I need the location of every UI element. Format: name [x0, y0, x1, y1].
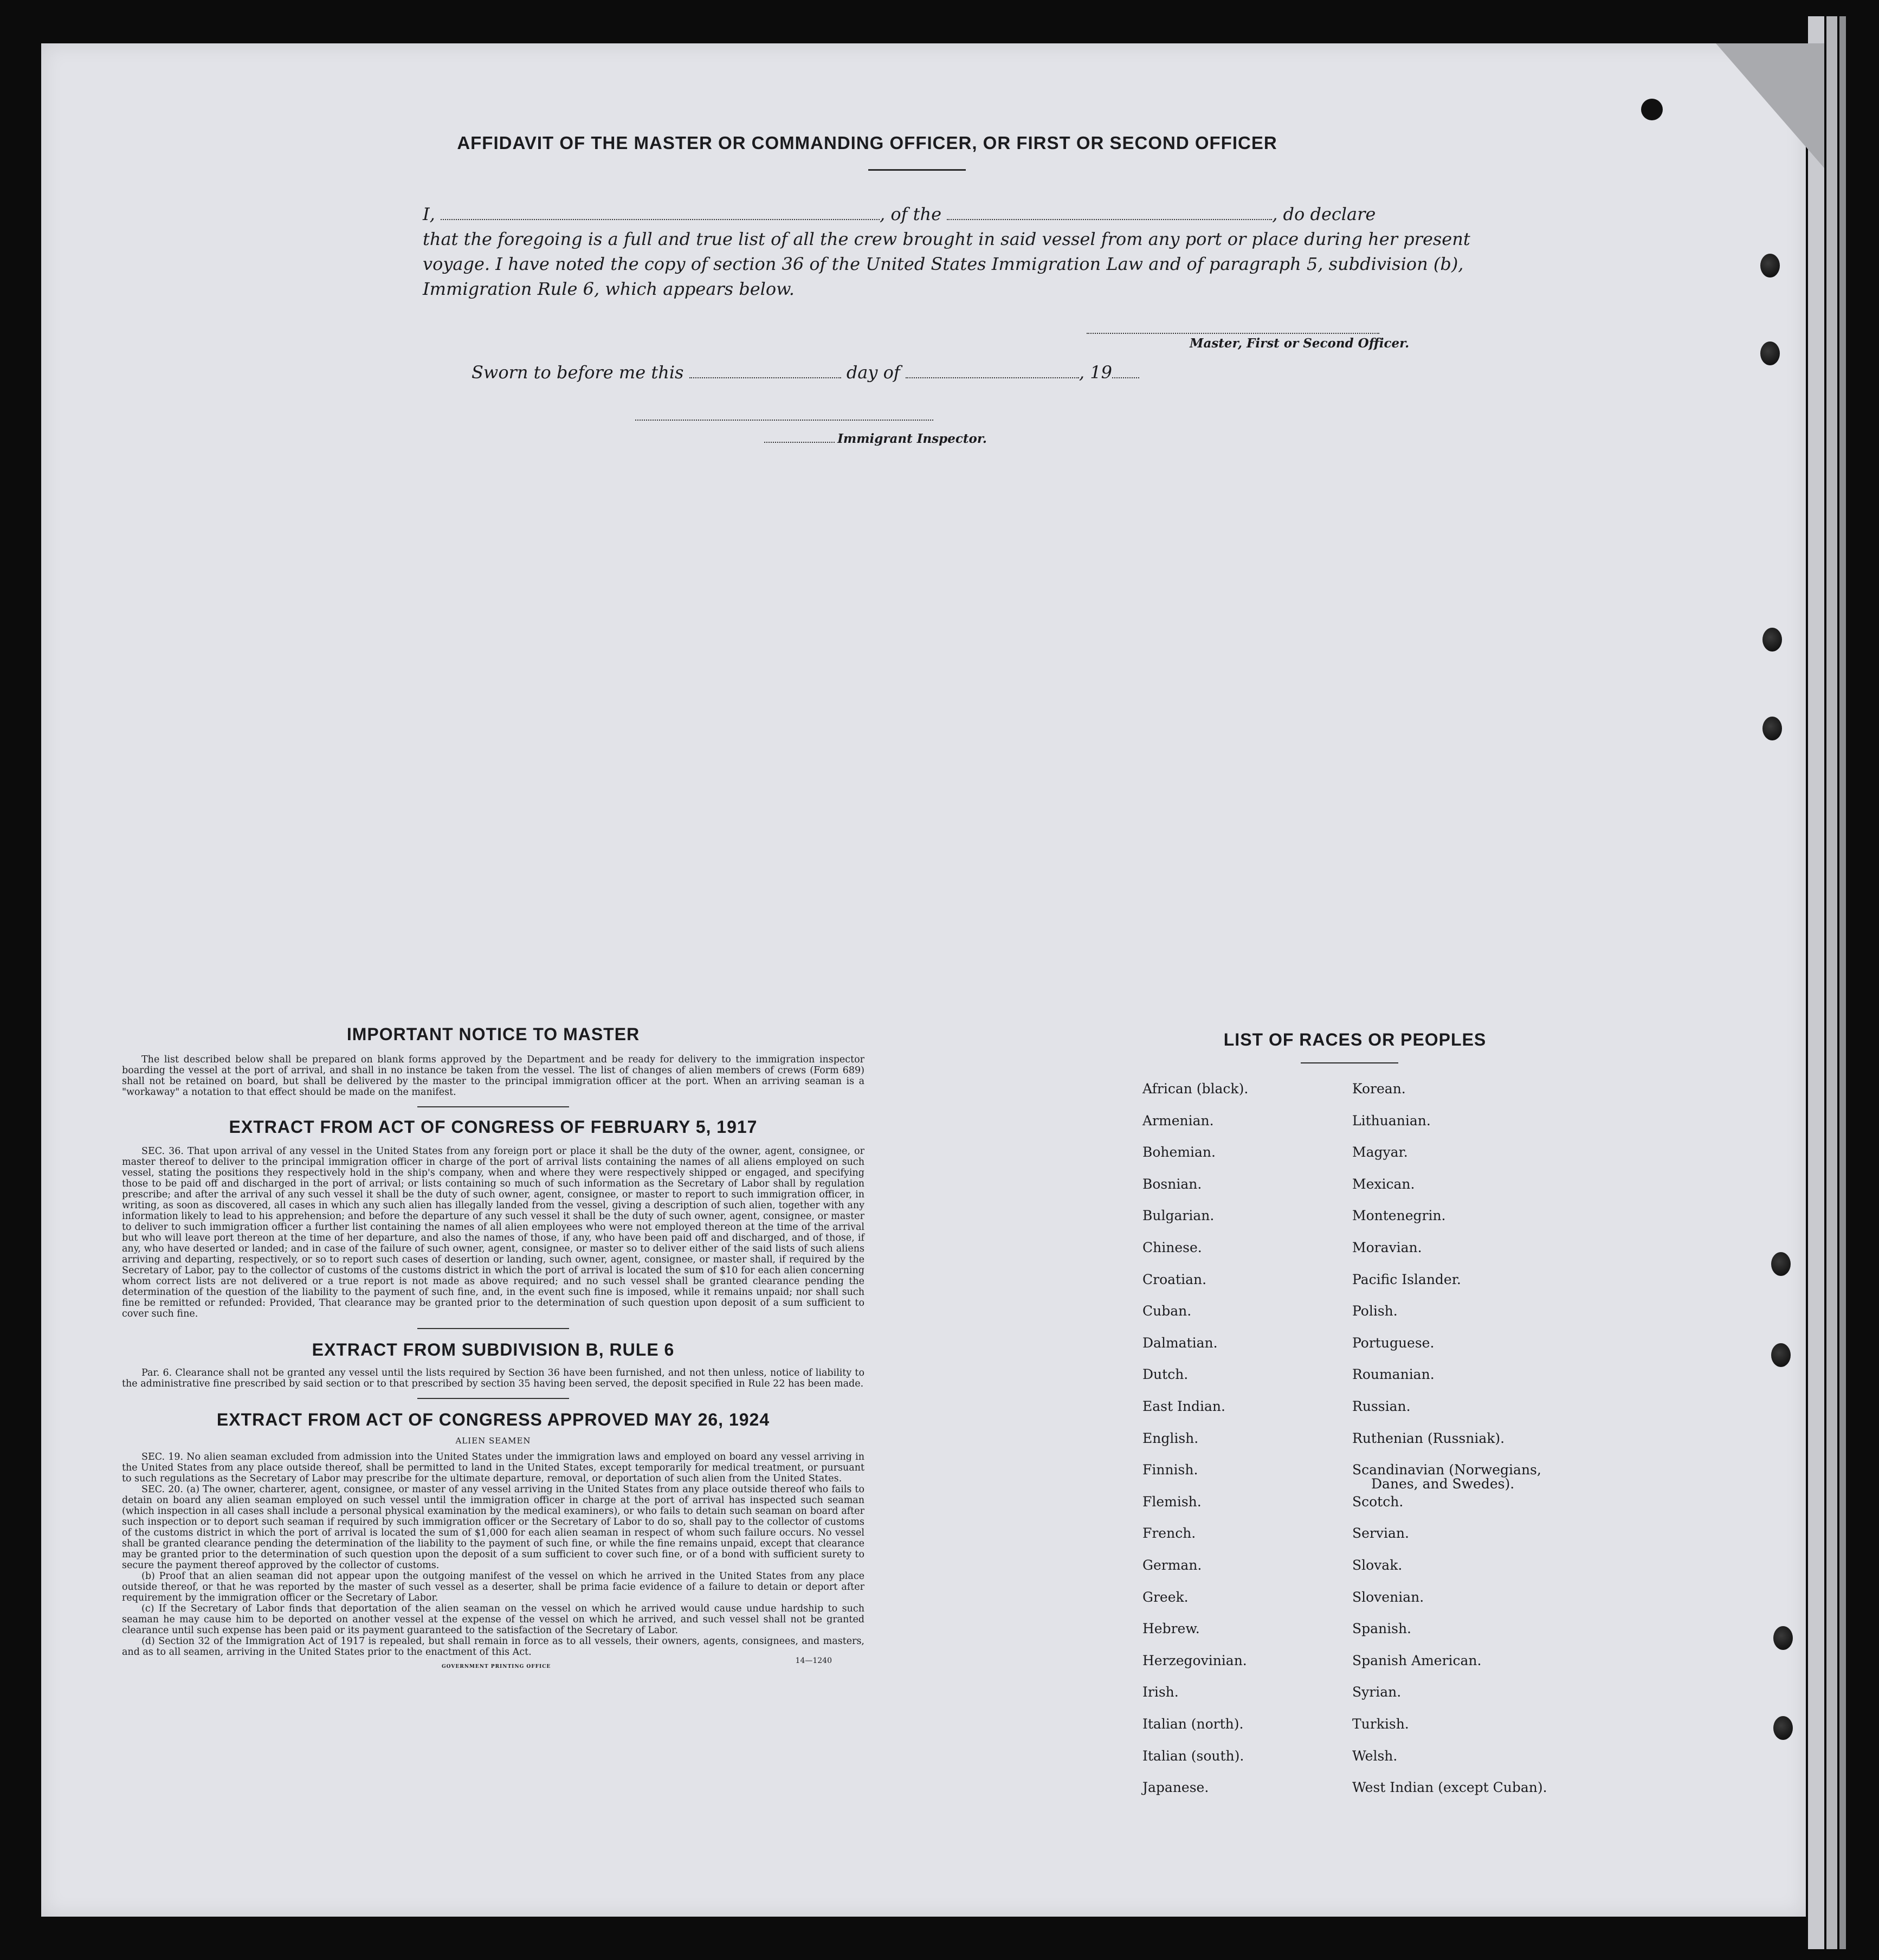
- footer-row: [122, 1658, 864, 1674]
- race-item: Armenian.: [1142, 1112, 1214, 1129]
- rule6-title: EXTRACT FROM SUBDIVISION B, RULE 6: [312, 1340, 675, 1359]
- race-item: Scandinavian (Norwegians,: [1352, 1462, 1541, 1478]
- race-item: Herzegovinian.: [1142, 1652, 1247, 1668]
- punch-hole: [1762, 628, 1782, 652]
- race-item: Spanish.: [1352, 1621, 1412, 1637]
- inspector-line: [764, 431, 987, 446]
- race-item: Polish.: [1352, 1303, 1398, 1319]
- sworn-day-blank[interactable]: [689, 373, 841, 378]
- inspector-label: Immigrant Inspector.: [837, 431, 987, 446]
- race-item: Lithuanian.: [1352, 1112, 1431, 1129]
- race-item: Cuban.: [1142, 1303, 1192, 1319]
- affidavit-title: AFFIDAVIT OF THE MASTER OR COMMANDING OFFICER, OR FIRST OR SECOND OFFICER: [457, 133, 1277, 153]
- page-edge-layer: [1826, 16, 1837, 1949]
- race-item: Finnish.: [1142, 1462, 1198, 1478]
- race-item: Dalmatian.: [1142, 1334, 1218, 1351]
- race-item: Spanish American.: [1352, 1652, 1482, 1668]
- race-item: Bulgarian.: [1142, 1208, 1215, 1224]
- race-item: Greek.: [1142, 1589, 1189, 1605]
- punch-hole: [1771, 1343, 1791, 1367]
- race-item: Welsh.: [1352, 1748, 1398, 1764]
- affidavit-i-label: I,: [423, 204, 435, 224]
- sworn-year-blank[interactable]: [1112, 373, 1139, 378]
- extract-1917-body: SEC. 36. That upon arrival of any vessel in the United States from any foreign port or place it shall be the duty of the owner, agent, consignee, or master thereof to deliver to the principal immigration officer in charge of the port of arrival lists containing the names of all aliens employed on such vessel, stating the positions they respectively hold in the ship's company, when and where they were respectively shipped or engaged, and specifying those to be paid off and discharged in the port of arrival; or lists containing so much of such information as the Secretary of Labor shall by regulation prescribe; and after the arrival of any such vessel it shall be the duty of such owner, agent, consignee, or master to report to such immigration officer, in writing, as soon as discovered, all cases in which any such alien has illegally landed from the vessel, giving a description of such alien, together with any information likely to lead to his apprehension; and before the departure of any such vessel it shall be the duty of such owner, agent, consignee, or master to deliver to such immigration officer a further list containing the names of all alien employees who were not employed thereon at the time of the arrival but who will leave port thereon at the time of her departure, and also the names of those, if any, who have been paid off and discharged, and of those, if any, who have deserted or landed; and in case of the failure of such owner, agent, consignee, or master so to deliver either of the said lists of such aliens arriving and departing, respectively, or so to report such cases of desertion or landing, such owner, agent, consignee, or master shall, if required by the Secretary of Labor, pay to the collector of customs of the customs district in which the port of arrival is located the sum of $10 for each alien concerning whom correct lists are not delivered or a true report is not made as above required; and no such vessel shall be granted clearance pending the determination of the question of the liability to the payment of such fine, and, in the event such fine is imposed, while it remains unpaid; nor shall such fine be remitted or refunded: Provided, That clearance may be granted prior to the determination of such question upon deposit of a sum sufficient to cover such fine.: [122, 1146, 864, 1319]
- race-item: Japanese.: [1142, 1780, 1209, 1796]
- sec-20d-body: (d) Section 32 of the Immigration Act of 1917 is repealed, but shall remain in force as to all vessels, their owners, agents, consignees, and masters, and as to all seamen, arriving in the United States prior to the enactment of this Act.: [122, 1636, 864, 1658]
- sworn-line: [472, 360, 1176, 385]
- race-item: East Indian.: [1142, 1398, 1225, 1414]
- punch-hole: [1771, 1252, 1791, 1276]
- race-item: Scotch.: [1352, 1493, 1404, 1510]
- races-title-rule: [1301, 1062, 1398, 1063]
- race-item: Roumanian.: [1352, 1366, 1435, 1383]
- affidavit-line-2: that the foregoing is a full and true list of all the crew brought in said vessel from any port or place during her present: [423, 229, 1470, 249]
- race-item: Dutch.: [1142, 1366, 1189, 1383]
- punch-hole: [1773, 1626, 1793, 1650]
- notice-title: IMPORTANT NOTICE TO MASTER: [346, 1024, 640, 1044]
- form-number: 14—1240: [795, 1656, 832, 1665]
- sworn-day-of-label: day of: [846, 362, 900, 383]
- printer-imprint: GOVERNMENT PRINTING OFFICE: [442, 1664, 551, 1669]
- title-rule: [868, 169, 966, 171]
- sworn-year-prefix: , 19: [1079, 362, 1112, 383]
- race-item: Moravian.: [1352, 1240, 1422, 1255]
- race-item: Flemish.: [1142, 1493, 1202, 1510]
- race-item: Pacific Islander.: [1352, 1271, 1461, 1287]
- punch-hole: [1762, 717, 1782, 740]
- section-divider: [417, 1106, 569, 1107]
- race-item: German.: [1142, 1557, 1202, 1573]
- race-item: Servian.: [1352, 1525, 1409, 1542]
- extract-1924-title: EXTRACT FROM ACT OF CONGRESS APPROVED MAY 26, 1924: [216, 1410, 770, 1429]
- race-item: Slovak.: [1352, 1557, 1403, 1573]
- race-item: Syrian.: [1352, 1684, 1402, 1700]
- race-item: Chinese.: [1142, 1240, 1202, 1255]
- legal-column: [122, 1024, 864, 1674]
- races-title: LIST OF RACES OR PEOPLES: [1223, 1030, 1487, 1049]
- race-item: Russian.: [1352, 1398, 1411, 1414]
- vessel-blank[interactable]: [947, 215, 1272, 220]
- notice-body: The list described below shall be prepared on blank forms approved by the Department and be ready for delivery to the immigration inspector boarding the vessel at the port of arrival, and shall in no instance be taken from the vessel. The list of changes of alien members of crews (Form 689) shall not be retained on board, but shall be delivered by the master to the principal immigration officer at the port. When an arriving seaman is a "workaway" a notation to that effect should be made on the manifest.: [122, 1054, 864, 1098]
- section-divider: [417, 1328, 569, 1329]
- sec-19-body: SEC. 19. No alien seaman excluded from admission into the United States under the immigration laws and employed on board any vessel arriving in the United States from any place outside thereof, shall be permitted to land in the United States, except temporarily for medical treatment, or pursuant to such regulations as the Secretary of Labor may prescribe for the ultimate departure, removal, or deportation of such alien from the United States.: [122, 1452, 864, 1484]
- race-item: English.: [1142, 1430, 1199, 1446]
- rule6-body: Par. 6. Clearance shall not be granted any vessel until the lists required by Section 36 have been furnished, and not then unless, notice of liability to the administrative fine prescribed by said section or to that prescribed by section 35 having been served, the deposit specified in Rule 22 has been made.: [122, 1368, 864, 1389]
- sworn-label: Sworn to before me this: [472, 362, 684, 383]
- race-item: Ruthenian (Russniak).: [1352, 1430, 1505, 1446]
- race-item: Italian (north).: [1142, 1716, 1244, 1732]
- race-item: Slovenian.: [1352, 1589, 1424, 1605]
- race-item: Bosnian.: [1142, 1176, 1202, 1192]
- master-signature-blank[interactable]: [1087, 328, 1379, 334]
- race-item: Hebrew.: [1142, 1621, 1200, 1637]
- race-item: Korean.: [1352, 1081, 1406, 1097]
- sec-20c-body: (c) If the Secretary of Labor finds that deportation of the alien seaman on the vessel on which he arrived would cause undue hardship to such seaman he may cause him to be deported on another vessel at the expense of the vessel on which he arrived, and such vessel shall not be granted clearance until such expense has been paid or its payment guaranteed to the satisfaction of the Secretary of Labor.: [122, 1603, 864, 1636]
- race-item: West Indian (except Cuban).: [1352, 1780, 1547, 1796]
- race-item: Mexican.: [1352, 1176, 1415, 1192]
- race-item: Italian (south).: [1142, 1748, 1244, 1764]
- race-item: Montenegrin.: [1352, 1208, 1446, 1224]
- race-item-continuation: Danes, and Swedes).: [1371, 1476, 1515, 1492]
- alien-seamen-subtitle: ALIEN SEAMEN: [455, 1436, 531, 1446]
- inspector-leader-dots: [764, 437, 835, 443]
- affidavit-declare-label: , do declare: [1272, 204, 1376, 224]
- sec-20b-body: (b) Proof that an alien seaman did not appear upon the outgoing manifest of the vessel on which he arrived in the United States from any place outside thereof, or that he was reported by the master of such vessel as a deserter, shall be prima facie evidence of a failure to detain or deport after requirement by the immigration officer or the Secretary of Labor.: [122, 1571, 864, 1603]
- affidavit-line-3: voyage. I have noted the copy of section 36 of the United States Immigration Law and of paragraph 5, subdivision (b),: [423, 254, 1464, 274]
- punch-hole: [1760, 254, 1780, 278]
- affidavit-of-the-label: , of the: [879, 204, 942, 224]
- affidavit-line-4: Immigration Rule 6, which appears below.: [423, 279, 795, 299]
- page-edge-layer: [1839, 16, 1846, 1949]
- race-item: African (black).: [1142, 1081, 1249, 1097]
- race-item: Portuguese.: [1352, 1334, 1435, 1351]
- sworn-month-blank[interactable]: [906, 373, 1079, 378]
- extract-1917-title: EXTRACT FROM ACT OF CONGRESS OF FEBRUARY 5, 1917: [229, 1117, 758, 1137]
- folded-corner: [1716, 43, 1824, 168]
- affidavit-line-1: [423, 202, 1425, 227]
- race-item: Magyar.: [1352, 1144, 1408, 1160]
- race-item: French.: [1142, 1525, 1196, 1542]
- race-item: Irish.: [1142, 1684, 1179, 1700]
- master-signature-label: Master, First or Second Officer.: [1190, 336, 1410, 351]
- section-divider: [417, 1398, 569, 1399]
- punch-hole: [1760, 341, 1780, 365]
- page-edge-layer: [1808, 16, 1824, 1949]
- race-item: Croatian.: [1142, 1271, 1207, 1287]
- race-item: Turkish.: [1352, 1716, 1409, 1732]
- name-blank[interactable]: [441, 215, 880, 220]
- sec-20a-body: SEC. 20. (a) The owner, charterer, agent, consignee, or master of any vessel arriving in the United States from any place outside thereof who fails to detain on board any alien seaman employed on such vessel until the immigration officer in charge at the port of arrival has inspected such seaman (which inspection in all cases shall include a personal physical examination by the medical examiners), or who fails to detain such seaman on board after such inspection or to deport such seaman if required by such immigration officer or the Secretary of Labor to do so, shall pay to the collector of customs of the customs district in which the port of arrival is located the sum of $1,000 for each alien seaman in respect of whom such failure occurs. No vessel shall be granted clearance pending the determination of the liability to the payment of such fine, or while the fine remains unpaid, except that clearance may be granted prior to the determination of such question upon the deposit of a sum sufficient to cover such fine, or of a bond with sufficient surety to secure the payment thereof approved by the collector of customs.: [122, 1484, 864, 1571]
- ink-blot: [1641, 99, 1663, 120]
- race-item: Bohemian.: [1142, 1144, 1216, 1160]
- inspector-signature-blank[interactable]: [635, 415, 933, 421]
- punch-hole: [1773, 1716, 1793, 1740]
